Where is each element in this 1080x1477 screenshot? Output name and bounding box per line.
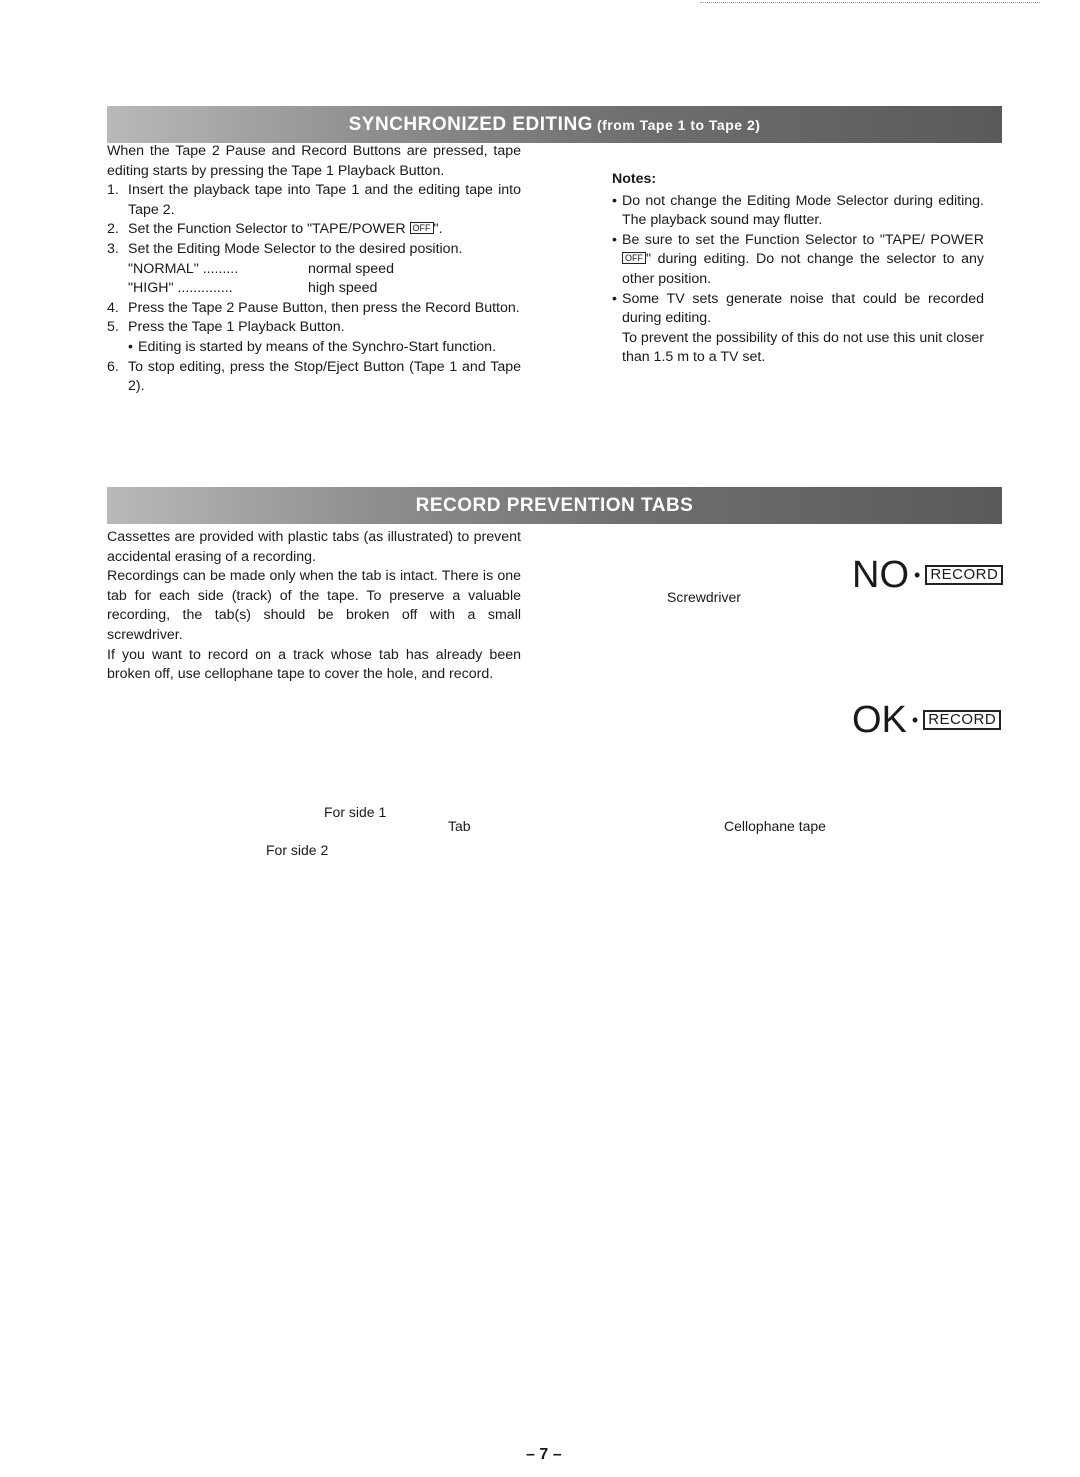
section-subtitle: (from Tape 1 to Tape 2) bbox=[596, 116, 761, 133]
mode-normal: "NORMAL" ......... normal speed bbox=[128, 260, 394, 277]
step-3: 3. Set the Editing Mode Selector to the desired position. bbox=[107, 240, 463, 257]
no-record-label: NO • RECORD bbox=[852, 556, 1003, 594]
top-dotted-rule bbox=[700, 2, 1040, 3]
record-prevention-text bbox=[107, 528, 521, 685]
editing-instructions bbox=[107, 142, 521, 397]
section-banner-record-prevention-tabs bbox=[107, 487, 1002, 524]
cellophane-label: Cellophane tape bbox=[724, 818, 826, 834]
for-side-1-label: For side 1 bbox=[324, 804, 387, 820]
step-6: 6. To stop editing, press the Stop/Eject Button (Tape 1 and Tape 2). bbox=[107, 358, 521, 395]
paragraph: If you want to record on a track whose tab has already been broken off, use cellophane tape to cover the hole, and record. bbox=[107, 646, 521, 683]
off-label-box: OFF bbox=[622, 252, 646, 264]
step-5-note: • Editing is started by means of the Synchro-Start function. bbox=[128, 338, 497, 355]
mode-high: "HIGH" .............. high speed bbox=[128, 280, 378, 297]
paragraph: Cassettes are provided with plastic tabs (as illustrated) to prevent accidental erasing of a recording. bbox=[107, 529, 521, 565]
note-item-2: • Be sure to set the Function Selector to "TAPE/ POWER OFF " during editing. Do not change the selector to any other position. bbox=[612, 231, 984, 287]
step-2: 2. Set the Function Selector to "TAPE/POWER OFF ". bbox=[107, 221, 443, 238]
tab-label: Tab bbox=[448, 818, 471, 834]
record-label-box: RECORD bbox=[923, 710, 1001, 730]
screwdriver-label: Screwdriver bbox=[667, 589, 741, 605]
off-label-box: OFF bbox=[410, 222, 434, 234]
paragraph: Recordings can be made only when the tab is intact. There is one tab for each side (track) of the tape. To preserve a valuable recording, the tab(s) should be broken off with a small screwdriver. bbox=[107, 568, 521, 643]
note-item-1: • Do not change the Editing Mode Selector during editing. The playback sound may flutter. bbox=[612, 192, 984, 229]
ok-record-label: OK • RECORD bbox=[852, 701, 1001, 739]
note-tail: To prevent the possibility of this do not use this unit closer than 1.5 m to a TV set. bbox=[622, 329, 984, 366]
step-4: 4. Press the Tape 2 Pause Button, then press the Record Button. bbox=[107, 299, 520, 316]
for-side-2-label: For side 2 bbox=[266, 842, 329, 858]
step-1: 1. Insert the playback tape into Tape 1 and the editing tape into Tape 2. bbox=[107, 182, 521, 218]
page-number: – 7 – bbox=[526, 1446, 562, 1463]
editing-notes bbox=[612, 170, 984, 368]
step-5: 5. Press the Tape 1 Playback Button. bbox=[107, 319, 345, 336]
section-title: SYNCHRONIZED EDITING bbox=[348, 113, 593, 135]
note-item-3: • Some TV sets generate noise that could be recorded during editing. bbox=[612, 290, 984, 327]
notes-title: Notes: bbox=[612, 171, 657, 187]
section-banner-synchronized-editing bbox=[107, 106, 1002, 143]
section-title: RECORD PREVENTION TABS bbox=[415, 494, 694, 516]
record-label-box: RECORD bbox=[925, 565, 1003, 585]
editing-intro: When the Tape 2 Pause and Record Buttons are pressed, tape editing starts by pressing the Tape 1 Playback Button. bbox=[107, 143, 521, 179]
